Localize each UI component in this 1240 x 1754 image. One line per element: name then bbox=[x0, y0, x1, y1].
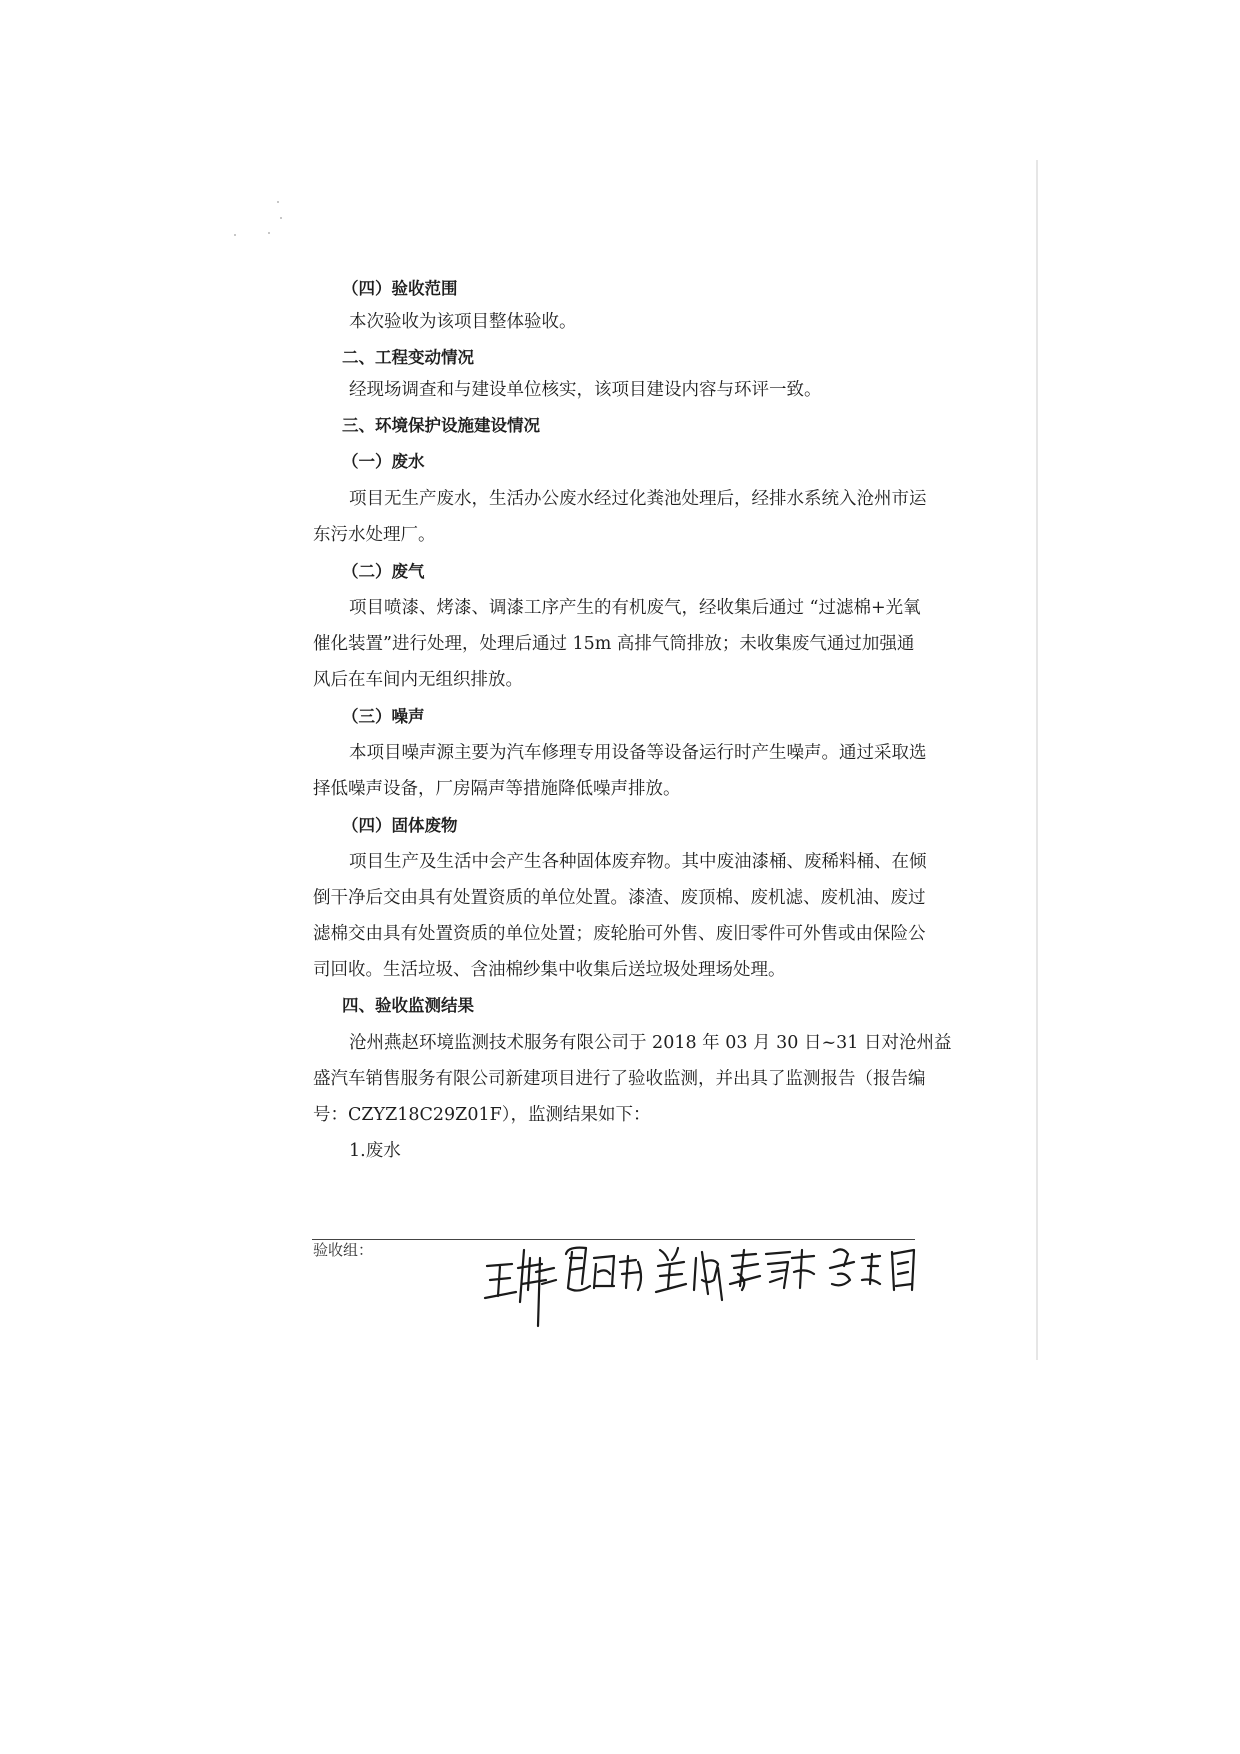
body-text-line: 滤棉交由具有处置资质的单位处置；废轮胎可外售、废旧零件可外售或由保险公 bbox=[313, 924, 926, 944]
body-text-line: 择低噪声设备，厂房隔声等措施降低噪声排放。 bbox=[313, 779, 681, 799]
signature-1 bbox=[485, 1250, 556, 1326]
body-text-line: 司回收。生活垃圾、含油棉纱集中收集后送垃圾处理场处理。 bbox=[313, 960, 786, 980]
acceptance-group-label: 验收组： bbox=[313, 1241, 374, 1259]
body-text-line: 本次验收为该项目整体验收。 bbox=[349, 312, 577, 332]
subsection-heading-noise: （三）噪声 bbox=[342, 707, 425, 726]
body-text-line: 号：CZYZ18C29Z01F），监测结果如下： bbox=[313, 1105, 651, 1125]
section-heading-monitoring-results: 四、验收监测结果 bbox=[342, 996, 474, 1015]
body-text-line: 盛汽车销售服务有限公司新建项目进行了验收监测，并出具了监测报告（报告编 bbox=[313, 1069, 926, 1089]
section-heading-env-facilities: 三、环境保护设施建设情况 bbox=[342, 416, 540, 435]
body-text-line: 风后在车间内无组织排放。 bbox=[313, 670, 523, 690]
signature-2 bbox=[566, 1248, 641, 1291]
handwritten-signatures bbox=[482, 1228, 942, 1328]
body-text-line: 项目无生产废水，生活办公废水经过化粪池处理后，经排水系统入沧州市运 bbox=[349, 489, 927, 509]
subsection-heading-wastewater: （一）废水 bbox=[342, 452, 425, 471]
body-text-line: 催化装置”进行处理，处理后通过 15m 高排气筒排放；未收集废气通过加强通 bbox=[313, 634, 915, 654]
body-text-line: 东污水处理厂。 bbox=[313, 525, 436, 545]
list-item-wastewater: 1.废水 bbox=[349, 1141, 401, 1161]
section-heading-engineering-changes: 二、工程变动情况 bbox=[342, 348, 474, 367]
signature-4 bbox=[730, 1250, 814, 1290]
section-heading-acceptance-scope: （四）验收范围 bbox=[342, 279, 458, 298]
body-text-line: 沧州燕赵环境监测技术服务有限公司于 2018 年 03 月 30 日~31 日对沧州益 bbox=[349, 1033, 952, 1053]
subsection-heading-waste-gas: （二）废气 bbox=[342, 562, 425, 581]
body-text-line: 倒干净后交由具有处置资质的单位处置。漆渣、废顶棉、废机滤、废机油、废过 bbox=[313, 888, 926, 908]
signature-3 bbox=[656, 1248, 722, 1300]
body-text-line: 本项目噪声源主要为汽车修理专用设备等设备运行时产生噪声。通过采取选 bbox=[349, 743, 927, 763]
signature-5 bbox=[830, 1249, 914, 1290]
body-text-line: 项目生产及生活中会产生各种固体废弃物。其中废油漆桶、废稀料桶、在倾 bbox=[349, 852, 927, 872]
body-text-line: 项目喷漆、烤漆、调漆工序产生的有机废气，经收集后通过 “过滤棉+光氧 bbox=[349, 598, 921, 618]
subsection-heading-solid-waste: （四）固体废物 bbox=[342, 816, 458, 835]
body-text-line: 经现场调查和与建设单位核实，该项目建设内容与环评一致。 bbox=[349, 380, 822, 400]
